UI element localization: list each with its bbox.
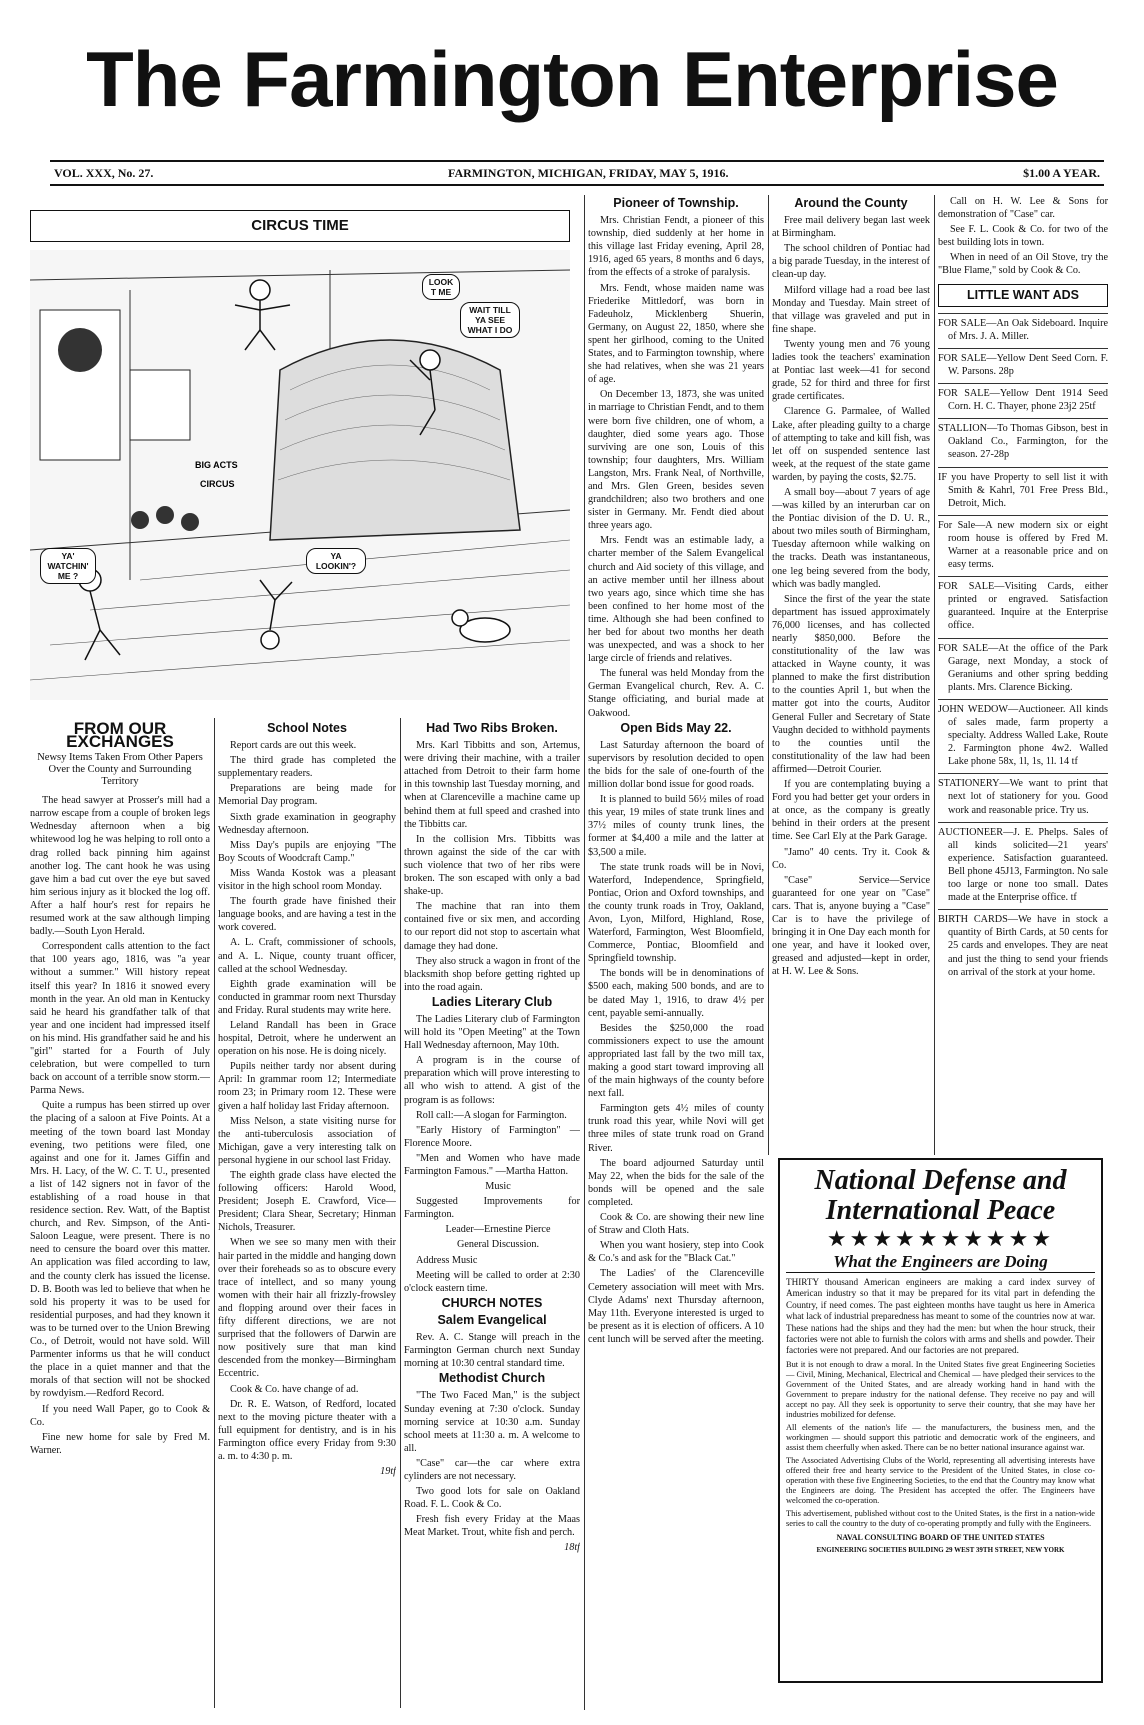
want-ad-text: FOR SALE—Yellow Dent Seed Corn. F. W. Parsons. 28p xyxy=(938,352,1108,377)
want-ad-text: STATIONERY—We want to print that next lot of stationery for you. Good work and reasonable price. Try us. xyxy=(938,778,1108,816)
county-paragraph: Since the first of the year the state department has issued approximately 76,000 licenses, and has collected nearly $850,000. Before the constitutionality of the law was attacked in Wayne county, it was planned to make the first distribution to the counties April 1, but when the matter got into the courts, Auditor General Fuller and Secretary of State Vaughn decided to withhold payments to the counties until the constitutionality of the law had been affirmed—Detroit Courier. xyxy=(772,593,930,775)
want-ad xyxy=(938,576,1108,637)
school-paragraph: Miss Nelson, a state visiting nurse for the anti-tuberculosis association of Michigan, gave a very interesting talk on personal hygiene in our school last Friday. xyxy=(218,1115,396,1166)
ad-paragraph: When in need of an Oil Stove, try the "Blue Flame," sold by Cook & Co. xyxy=(938,252,1108,277)
want-ad-text: For Sale—A new modern six or eight room house is offered by Fred M. Warner at a reasonable price and on easy terms. xyxy=(938,519,1108,571)
want-ad xyxy=(938,313,1108,348)
literary-paragraph: "Men and Women who have made Farmington Famous." —Martha Hatton. xyxy=(404,1152,580,1177)
want-ad-text: FOR SALE—An Oak Sideboard. Inquire of Mrs. J. A. Miller. xyxy=(938,317,1108,342)
pioneer-paragraph: The funeral was held Monday from the German Evangelical church, Rev. A. C. Stange officiating, and burial made at Oakwood. xyxy=(588,668,764,719)
literary-paragraph: The Ladies Literary club of Farmington will hold its "Open Meeting" at the Town Hall Wednesday afternoon, May 10th. xyxy=(404,1013,580,1052)
ad-code: 18tf xyxy=(564,1542,580,1554)
school-paragraph: Pupils neither tardy nor absent during April: In grammar room 12; Intermediate room 23; in Primary room 12. These were given a half holiday last Friday afternoon. xyxy=(218,1061,396,1112)
church-headline: CHURCH NOTES xyxy=(441,1295,543,1310)
ribs-headline: Had Two Ribs Broken. xyxy=(426,721,558,735)
want-ad-text: AUCTIONEER—J. E. Phelps. Sales of all kinds solicited—21 years' experience. Satisfaction guaranteed. Bell phone 45J13, Farmington. No sale too large or none too small. Dates made at the Enterprise office. tf xyxy=(938,826,1108,904)
exchanges-paragraph: Correspondent calls attention to the fact that 100 years ago, 1816, was "a year without a summer." Will history repeat itself this year? In 1816 it snowed every month in the year. An old man in Kentucky said he heard his grandfather talk of that year and one incident had impressed itself on his mind. His grandfather said he and his "girl" started for a Fourth of July celebration, but were compelled to turn back on account of a terrible snow storm.—Parma News. xyxy=(30,941,210,1097)
column-school xyxy=(218,720,396,1710)
church-paragraph: "Case" car—the car where extra cylinders are not necessary. xyxy=(404,1457,580,1482)
want-ad xyxy=(938,515,1108,576)
bids-paragraph: When you want hosiery, step into Cook & Co.'s and ask for the "Black Cat." xyxy=(588,1240,764,1265)
methodist-headline: Methodist Church xyxy=(438,1371,546,1386)
sign-big-acts: BIG ACTS xyxy=(195,460,238,470)
church-paragraph: Fresh fish every Friday at the Maas Meat Market. Trout, white fish and perch. xyxy=(404,1514,580,1539)
want-ad xyxy=(938,822,1108,910)
county-paragraph: A small boy—about 7 years of age—was killed by an interurban car on the Pontiac division of the D. U. R., about two miles south of Birmingham, Tuesday afternoon while walking on the tracks. Death was instantaneous, one leg being severed from the body, which was badly mangled. xyxy=(772,486,930,590)
bids-paragraph: It is planned to build 56½ miles of road this year, 19 miles of state trunk lines and 37½ miles of county trunk lines, the former at $4,400 a mile and the latter at $3,500 a mile. xyxy=(588,794,764,858)
defense-paragraph: The Associated Advertising Clubs of the World, representing all advertising interests have offered their free and hearty service to the President of the United States, in close co-operation with these five Engineering Societies, to the end that the Country may know what the Engineers are doing. The President has accepted the offer. The Engineers have welcomed the co-operation. xyxy=(786,1455,1095,1505)
county-paragraph: Clarence G. Parmalee, of Walled Lake, after pleading guilty to a charge of attempting to take and kill fish, was let off on suspended sentence last week, at the request of the state game warden, by paying the costs, $2.75. xyxy=(772,406,930,483)
defense-paragraph: All elements of the nation's life — the manufacturers, the business men, and the workingmen — should support this patriotic and democratic work of the engineers, and assist them cheerfully when asked. There can be no better national insurance against war. xyxy=(786,1422,1095,1452)
pioneer-paragraph: Mrs. Christian Fendt, a pioneer of this township, died suddenly at her home in this village last Friday evening, April 28, 1916, aged 65 years, 8 months and 6 days, from the effects of a stroke of paralysis. xyxy=(588,215,764,279)
bids-paragraph: Last Saturday afternoon the board of supervisors by resolution decided to open the bids for the sale of one-fourth of the million dollar bond issue for good roads. xyxy=(588,739,764,791)
ribs-paragraph: They also struck a wagon in front of the blacksmith shop before getting righted up into the road again. xyxy=(404,955,580,993)
column-rule xyxy=(934,195,935,1155)
school-paragraph: Preparations are being made for Memorial Day program. xyxy=(218,783,396,808)
want-ad-text: FOR SALE—Yellow Dent 1914 Seed Corn. H. C. Thayer, phone 23j2 25tf xyxy=(938,388,1108,413)
defense-body xyxy=(786,1277,1095,1529)
want-ad-text: BIRTH CARDS—We have in stock a quantity of Birth Cards, at 50 cents for 25 cards and envelopes. They are neat and just the thing to send your friends on arrival of the stork at your home. xyxy=(938,914,1108,978)
literary-paragraph: Meeting will be called to order at 2:30 o'clock eastern time. xyxy=(404,1269,580,1294)
want-ads-headline: LITTLE WANT ADS xyxy=(938,284,1108,307)
pioneer-paragraph: Mrs. Fendt was an estimable lady, a charter member of the Salem Evangelical church and Aid society of this village, and an active member until her illness about two years ago, since which time she has been confined to her home most of the time. Although she had been confined to her bed for about two months her death was unexpected, and was a shock to her large circle of friends and relatives. xyxy=(588,535,764,665)
exchanges-paragraph: Fine new home for sale by Fred M. Warner. xyxy=(30,1431,210,1456)
circus-cartoon xyxy=(30,210,570,700)
want-ad-text: IF you have Property to sell list it with Smith & Kahrl, 701 Free Press Bld., Detroit, Mich. xyxy=(938,471,1108,509)
church-paragraph: Rev. A. C. Stange will preach in the Farmington German church next Sunday morning at 10:30 central standard time. xyxy=(404,1332,580,1370)
bids-paragraph: Cook & Co. are showing their new line of Straw and Cloth Hats. xyxy=(588,1212,764,1237)
defense-address: ENGINEERING SOCIETIES BUILDING 29 WEST 39TH STREET, NEW YORK xyxy=(816,1545,1065,1554)
speech-bubble-lookin: YA LOOKIN'? xyxy=(306,548,366,574)
column-rule xyxy=(214,718,215,1708)
ad-code: 19tf xyxy=(380,1466,396,1478)
literary-headline: Ladies Literary Club xyxy=(431,994,553,1009)
ribs-paragraph: In the collision Mrs. Tibbitts was thrown against the side of the car with such violence that two of her ribs were broken. The son escaped with only a bad shake-up. xyxy=(404,833,580,898)
county-paragraph: Milford village had a road bee last Monday and Tuesday. Main street of that village was graveled and put in fine shape. xyxy=(772,284,930,335)
literary-paragraph: Roll call:—A slogan for Farmington. xyxy=(416,1109,567,1121)
column-rule xyxy=(768,195,769,1155)
want-ad-text: STALLION—To Thomas Gibson, best in Oakland Co., Farmington, for the season. 27-28p xyxy=(938,423,1108,461)
want-ad xyxy=(938,467,1108,515)
school-paragraph: Eighth grade examination will be conducted in grammar room next Thursday and Friday. Rural students may write here. xyxy=(218,978,396,1016)
subscription-price: $1.00 A YEAR. xyxy=(1023,165,1100,180)
literary-paragraph: "Early History of Farmington" —Florence Moore. xyxy=(404,1124,580,1149)
bids-headline: Open Bids May 22. xyxy=(620,720,732,735)
literary-paragraph: Music xyxy=(485,1181,511,1193)
cartoon-title: CIRCUS TIME xyxy=(30,210,570,242)
school-paragraph: Dr. R. E. Watson, of Redford, located next to the moving picture theater with a full equipment for dentistry, and is in his Farmington office every Friday from 9:30 a. m. to 4:30 p. m. xyxy=(218,1398,396,1462)
want-ad xyxy=(938,348,1108,383)
exchanges-subheadline: Newsy Items Taken From Other Papers Over the County and Surrounding Territory xyxy=(37,752,203,788)
bids-paragraph: The bonds will be in denominations of $500 each, making 500 bonds, and are to be dated May 1, 1916, to draw 4½ per cent, payable semi-annually. xyxy=(588,968,764,1019)
school-paragraph: Miss Wanda Kostok was a pleasant visitor in the high school room Monday. xyxy=(218,867,396,893)
exchanges-paragraph: If you need Wall Paper, go to Cook & Co. xyxy=(30,1403,210,1428)
ad-paragraph: Call on H. W. Lee & Sons for demonstration of "Case" car. xyxy=(938,196,1108,221)
county-paragraph: The school children of Pontiac had a big parade Tuesday, in the interest of clean-up day. xyxy=(772,243,930,281)
pioneer-headline: Pioneer of Township. xyxy=(613,196,739,210)
county-paragraph: Free mail delivery began last week at Birmingham. xyxy=(772,215,930,240)
column-ribs-church xyxy=(404,720,580,1710)
literary-paragraph: Suggested Improvements for Farmington. xyxy=(404,1196,580,1221)
speech-bubble-wait: WAIT TILL YA SEE WHAT I DO xyxy=(460,302,520,338)
bids-paragraph: The state trunk roads will be in Novi, Waterford, Independence, Springfield, Pontiac, Orion and Oxford townships, and the county trunk roads in Troy, Oakland, Avon, Lyon, Milford, Highland, Rose, Waterford, Farmington, West Bloomfield, Commerce, Pontiac, Bloomfield and Springfield township. xyxy=(588,861,764,965)
school-paragraph: Sixth grade examination in geography Wednesday afternoon. xyxy=(218,811,396,836)
pioneer-paragraph: On December 13, 1873, she was united in marriage to Christian Fendt, and to them were born five children, one of whom, a daughter, died some years ago. Those surviving are one son, Louis of this township; four daughters, Mrs. William Langston, Mrs. Frank Neal, of Northville, and Mrs. Glen Green, besides seven grandchildren; also two brothers and one sister in Germany. Mr. Fendt died about three years ago. xyxy=(588,389,764,532)
dateline xyxy=(50,160,1104,186)
column-rule xyxy=(584,195,585,1710)
speech-bubble-look: LOOK T ME xyxy=(422,274,460,300)
county-paragraph: "Case" Service—Service guaranteed for one year on "Case" cars. That is, anyone buying a "Case" Car is to have the privilege of bringing it in One Day each month for one year, and have it looked over, greased and adjusted—kept in order, at H. W. Lee & Sons. xyxy=(772,874,930,978)
volume-number: VOL. XXX, No. 27. xyxy=(54,165,154,180)
salem-headline: Salem Evangelical xyxy=(437,1312,547,1327)
church-paragraph: Two good lots for sale on Oakland Road. F. L. Cook & Co. xyxy=(404,1486,580,1511)
exchanges-paragraph: The head sawyer at Prosser's mill had a narrow escape from a couple of broken legs Wednesday afternoon when a big whitewood log he was helping to roll onto a drag rolled back pinning him against another log. The cant hook he was using gave him a bad cut over the eye but saved him serious injury as it blocked the log off. After a half hour's rest for repairs he resumed work at the saw although limping badly.—South Lyon Herald. xyxy=(30,795,210,938)
stars-row: ★★★★★★★★★★ xyxy=(826,1226,1055,1251)
literary-paragraph: Address Music xyxy=(416,1254,478,1266)
literary-paragraph: General Discussion. xyxy=(456,1239,540,1251)
school-headline: School Notes xyxy=(267,721,347,735)
defense-paragraph: This advertisement, published without cost to the United States, is the first in a nation-wide series to call the country to the duty of co-operating promptly and fully with the Engineers. xyxy=(786,1508,1095,1528)
defense-footer: NAVAL CONSULTING BOARD OF THE UNITED STATES xyxy=(836,1532,1045,1542)
bids-paragraph: Besides the $250,000 the road commissioners expect to use the amount appropriated last fall by the two mill tax, making a good start toward improving all of the main highways of the county before next fall. xyxy=(588,1022,764,1100)
defense-paragraph: But it is not enough to draw a moral. In the United States five great Engineering Societies — Civil, Mining, Mechanical, Electrical and Chemical — have pledged their services to the Government of the United States, and are already working hand in hand with the Government to prepare industry for the national defense. They receive no pay and will accept no pay. All they seek is opportunity to serve their country, that she may have her industries mobilized for defense. xyxy=(786,1359,1095,1419)
defense-title-line2: International Peace xyxy=(825,1195,1056,1226)
speech-bubble-watchin: YA' WATCHIN' ME ? xyxy=(40,548,96,584)
want-ad-text: FOR SALE—Visiting Cards, either printed or engraved. Satisfaction guaranteed. Inquire at the Enterprise office. xyxy=(938,581,1108,632)
sign-circus: CIRCUS xyxy=(200,479,235,489)
column-exchanges xyxy=(30,720,210,1710)
want-ad-text: FOR SALE—At the office of the Park Garage, next Monday, a stock of Geraniums and other spring bedding plants. Mrs. Clarence Bicking. xyxy=(938,642,1108,693)
ribs-paragraph: The machine that ran into them contained five or six men, and according to our report did not stop to ascertain what damage they had done. xyxy=(404,901,580,952)
column-rule xyxy=(400,718,401,1708)
pioneer-paragraph: Mrs. Fendt, whose maiden name was Friederike Mittledorf, was born in Fadeuholz, Micklenberg Shuerin, Germany, on August 22, 1850, where she spent her girlhood, coming to the United States, and to Farmington township, where she had relatives, when she was 21 years of age. xyxy=(588,282,764,386)
exchanges-paragraph: Quite a rumpus has been stirred up over the placing of a saloon at Five Points. At a meeting of the town board last Monday evening, two petitions were filed, one against and one for it. James Giffin and Mrs. H. Lacy, of the W. C. T. U., presented a list of 142 signers not in favor of the establishing of a road house in that residence section. Rev. Watt, of the Baptist church, and Rev. Simpson, of the Anti-Saloon League, were present. There is no need to censure the board over this matter. An application was filed according to law, and the county clerk has issued the license. D. B. Booth was led to believe that when he sold his property it was to be used for residential purposes, and had they known it was to be turned over to the Union Brewing Co., of Detroit, would not have sold. Will Parmenter informs us that he will conduct the place in a quiet manner and that the morals of that section will not be shocked by rowdyism.—Redford Record. xyxy=(30,1100,210,1400)
school-paragraph: Miss Day's pupils are enjoying "The Boy Scouts of Woodcraft Camp." xyxy=(218,839,396,864)
defense-subtitle: What the Engineers are Doing xyxy=(786,1252,1095,1273)
ribs-paragraph: Mrs. Karl Tibbitts and son, Artemus, were driving their machine, with a trailer attached from Detroit to their farm home in this township last Tuesday morning, and when at Clarenceville a machine came up behind them at full speed and crashed into the Tibbitts car. xyxy=(404,740,580,830)
county-headline: Around the County xyxy=(794,196,908,210)
exchanges-headline: FROM OUR EXCHANGES xyxy=(66,720,174,752)
masthead-title: The Farmington Enterprise xyxy=(86,35,1058,123)
school-paragraph: Leland Randall has been in Grace hospital, Detroit, where he underwent an operation on his nose. He is doing nicely. xyxy=(218,1019,396,1058)
place-date: FARMINGTON, MICHIGAN, FRIDAY, MAY 5, 1916. xyxy=(448,165,729,180)
want-ad xyxy=(938,638,1108,699)
bids-paragraph: The Ladies' of the Clarenceville Cemetery association will meet with Mrs. Clyde Adams' next Thursday afternoon, May 11th. Everyone interested is urged to be present as it is election of officers. A 10 cent lunch will be served after the meeting. xyxy=(588,1268,764,1345)
want-ad xyxy=(938,383,1108,418)
school-paragraph: A. L. Craft, commissioner of schools, and A. L. Nique, county truant officer, called at the school Wednesday. xyxy=(218,937,396,975)
want-ad xyxy=(938,418,1108,466)
school-paragraph: When we see so many men with their hair parted in the middle and hanging down over their foreheads so as to obscure every trace of intellect, and so many young women with their hair all frizzly-frowsley and flopping around over their faces in fifty different directions, we are not surprised that the followers of Darwin are now positively sure that man kind descended from the monkey—Birmingham Eccentric. xyxy=(218,1237,396,1380)
school-paragraph: The eighth grade class have elected the following officers: Harold Wood, President; Joseph E. Crawford, Vice—President; Clara Shear, Secretary; Hinman Nichols, Treasurer. xyxy=(218,1170,396,1234)
school-paragraph: Cook & Co. have change of ad. xyxy=(230,1383,359,1395)
ad-paragraph: See F. L. Cook & Co. for two of the best building lots in town. xyxy=(938,224,1108,249)
county-paragraph: "Jamo" 40 cents. Try it. Cook & Co. xyxy=(772,846,930,871)
want-ad xyxy=(938,909,1108,983)
literary-paragraph: A program is in the course of preparation which will prove interesting to all who wish to attend. A gist of the program is as follows: xyxy=(404,1055,580,1106)
want-ad xyxy=(938,773,1108,821)
defense-paragraph: THIRTY thousand American engineers are making a card index survey of American industry so that it may be prepared for its vital part in defending the Country, if need comes. The past eighteen months have taught us here in America what lack of industrial preparedness has meant to some of the countries now at war. These nations had the ships and they had the men: but when the hour struck, their factories were not able to furnish the colors with arms and shells and powder. Their factories were not prepared. And our factories are not prepared. xyxy=(786,1277,1095,1356)
county-paragraph: If you are contemplating buying a Ford you had better get your orders in at once, as the company is greatly behind in their orders at the present time. See Carl Ely at the Park Garage. xyxy=(772,779,930,843)
column-pioneer-bids xyxy=(588,195,764,1705)
bids-paragraph: The board adjourned Saturday until May 22, when the bids for the sale of the bonds will be opened and the sale completed. xyxy=(588,1157,764,1208)
county-paragraph: Twenty young men and 76 young ladies took the teachers' examination at Pontiac last week—41 for second grade, 52 for third and three for first grade certificates. xyxy=(772,338,930,403)
church-paragraph: "The Two Faced Man," is the subject Sunday evening at 7:30 o'clock. Sunday morning service at 10:30 a.m. Sunday school meets at 11:30 a. m. A welcome to all. xyxy=(404,1390,580,1454)
school-paragraph: Report cards are out this week. xyxy=(230,740,357,752)
defense-title-line1: National Defense and xyxy=(814,1165,1067,1196)
want-ad xyxy=(938,699,1108,773)
column-want-ads xyxy=(938,195,1108,1155)
column-county xyxy=(772,195,930,1155)
bids-paragraph: Farmington gets 4½ miles of county trunk road this year, while Novi will get three miles of state trunk road on Grand River. xyxy=(588,1103,764,1154)
school-paragraph: The fourth grade have finished their language books, and are having a test in the work covered. xyxy=(218,896,396,934)
literary-paragraph: Leader—Ernestine Pierce xyxy=(445,1224,551,1236)
school-paragraph: The third grade has completed the supplementary readers. xyxy=(218,755,396,780)
want-ad-text: JOHN WEDOW—Auctioneer. All kinds of sales made, farm property a specialty. Address Walled Lake, Route 2. Farmington phone 4w2. Walled Lake phone 58x, 1l, 1s, 1l. 14 tf xyxy=(938,703,1108,768)
national-defense-advertisement xyxy=(778,1158,1103,1683)
